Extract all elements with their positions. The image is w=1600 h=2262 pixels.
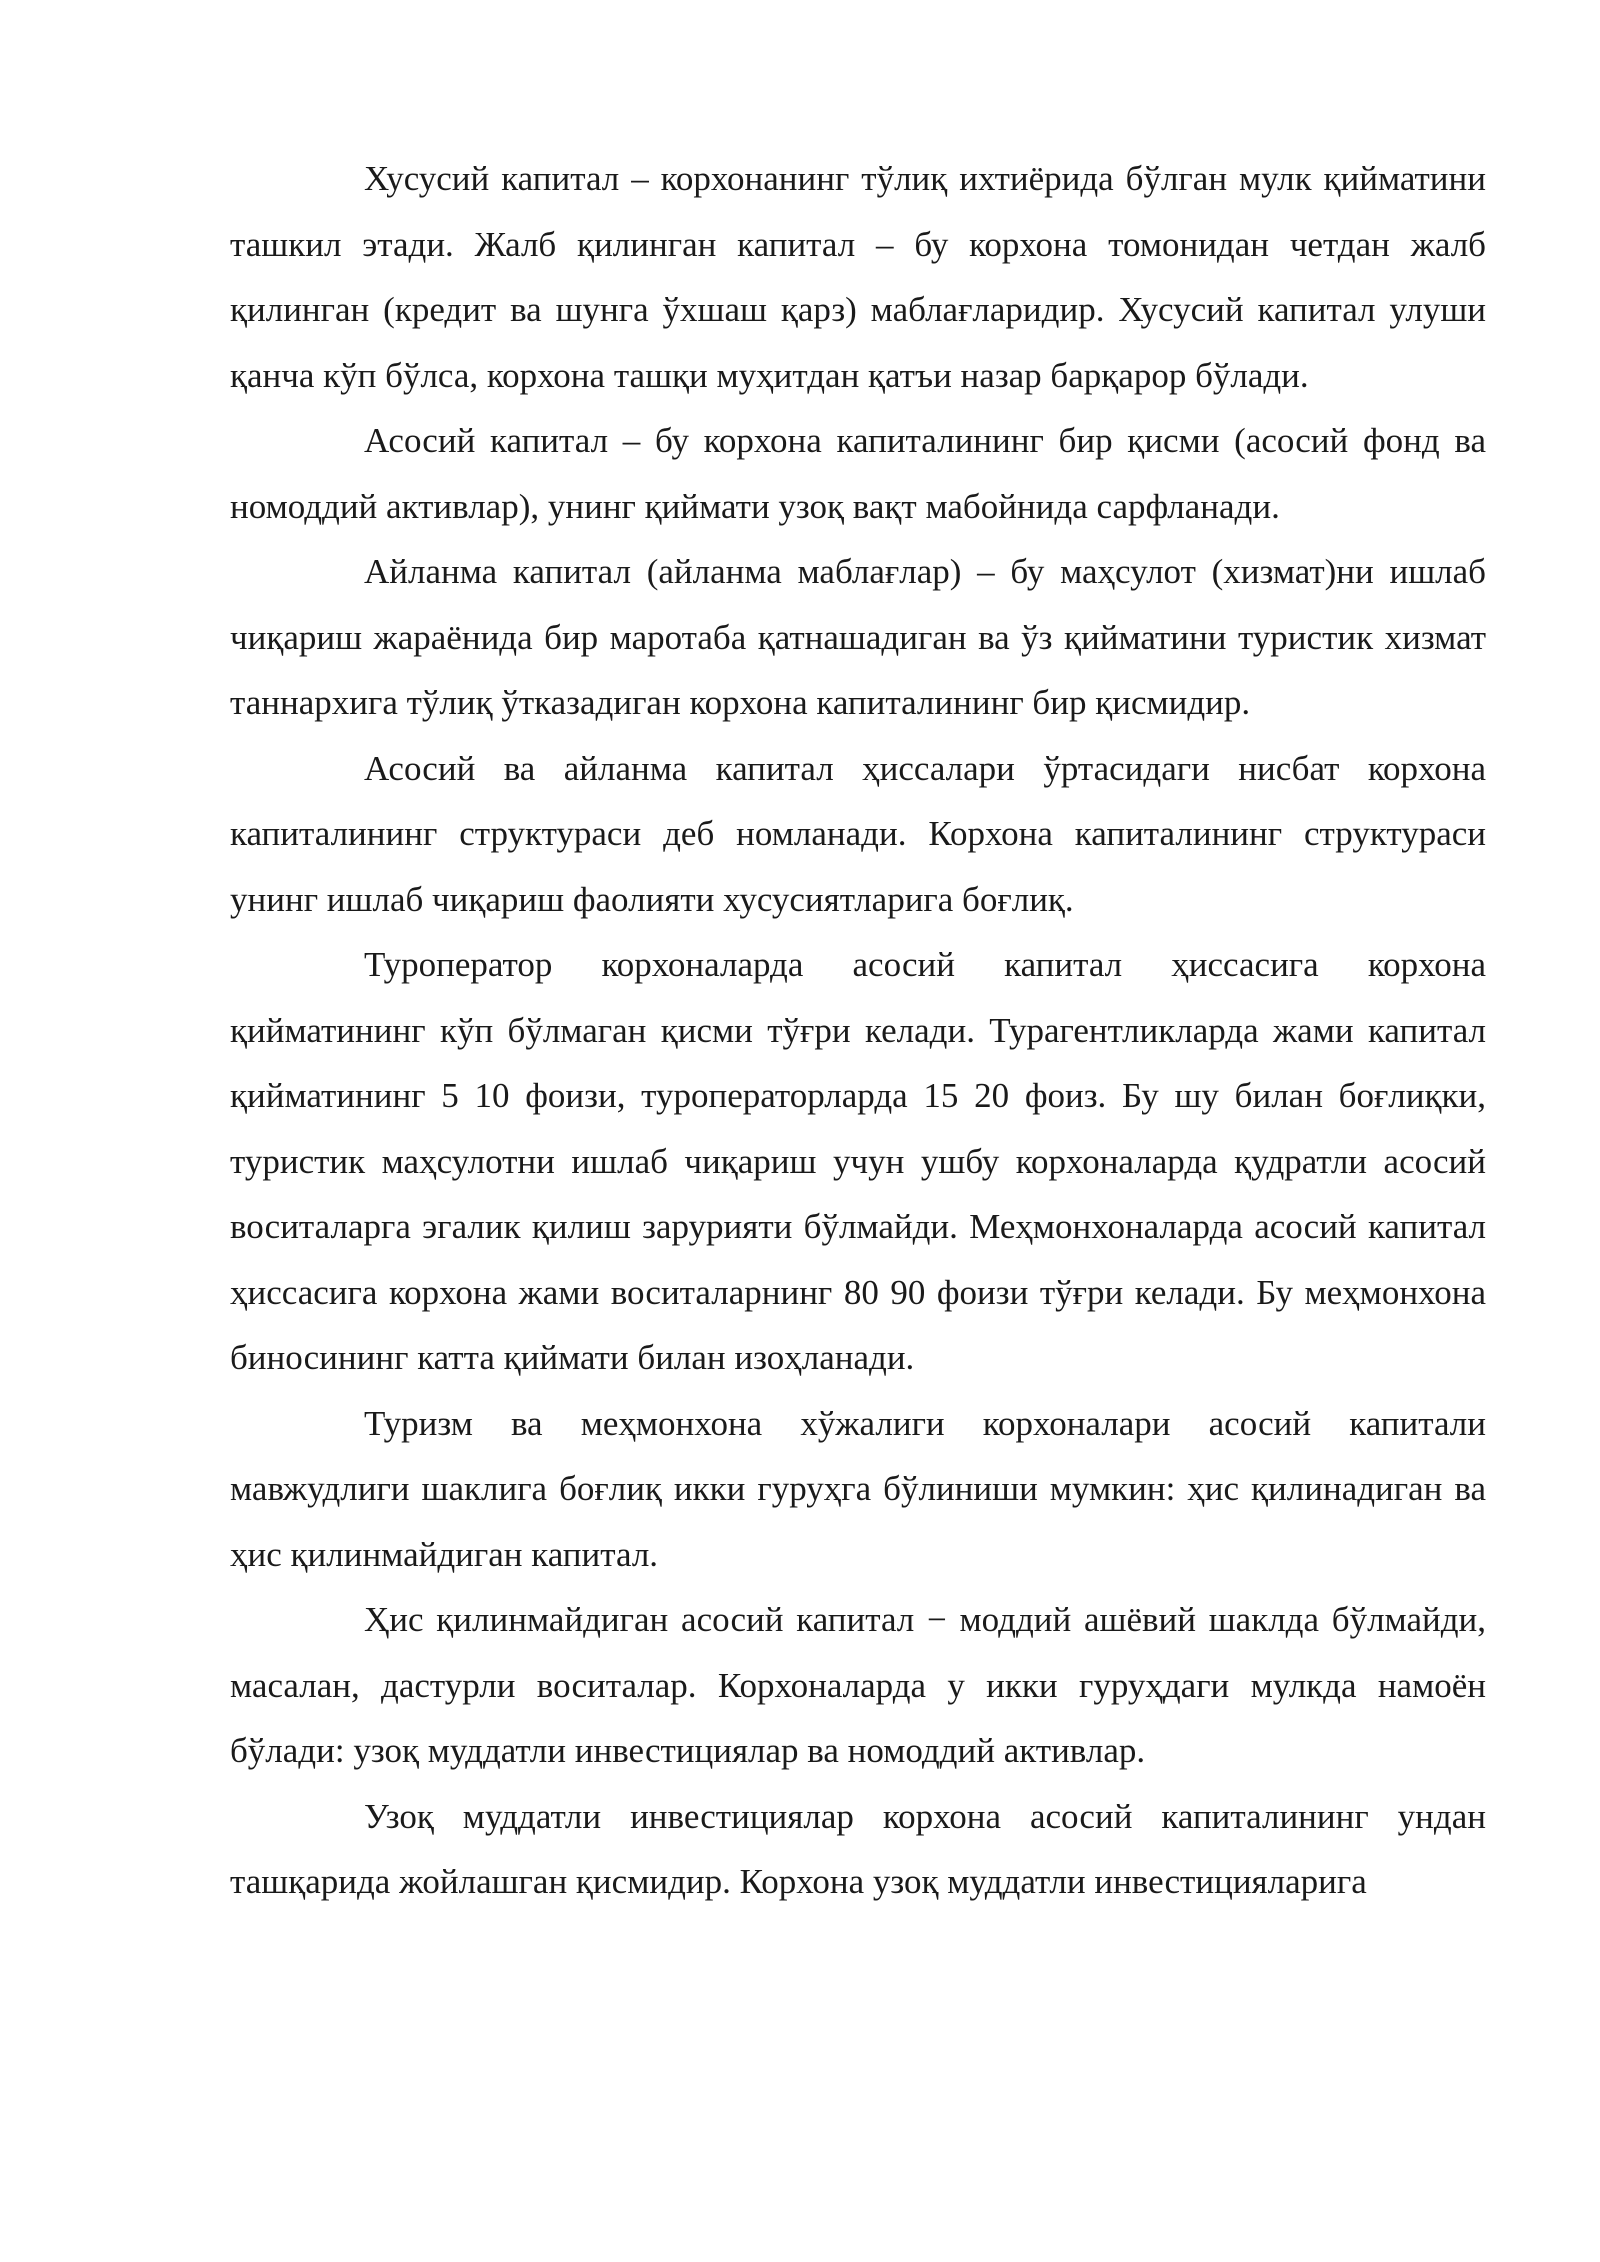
paragraph-intangible-capital: Ҳис қилинмайдиган асосий капитал − моддий ашёвий шаклда бўлмайди, масалан, дастурли воситалар. Корхоналарда у икки гуруҳдаги мулкда намоён бўлади: узоқ муддатли инвестициялар ва номоддий активлар. [230, 1600, 1486, 1770]
paragraph-fixed-capital: Асосий капитал – бу корхона капиталининг бир қисми (асосий фонд ва номоддий активлар), унинг қиймати узоқ вақт мабойнида сарфланади. [230, 421, 1486, 526]
paragraph-working-capital: Айланма капитал (айланма маблағлар) – бу маҳсулот (хизмат)ни ишлаб чиқариш жараёнида бир маротаба қатнашадиган ва ўз қийматини туристик хизмат таннархига тўлиқ ўтказадиган корхона капиталининг бир қисмидир. [230, 552, 1486, 722]
document-body [230, 146, 1486, 1915]
paragraph-capital-structure: Асосий ва айланма капитал ҳиссалари ўртасидаги нисбат корхона капиталининг структураси деб номланади. Корхона капиталининг структураси унинг ишлаб чиқариш фаолияти хусусиятларига боғлиқ. [230, 748, 1486, 919]
paragraph-tour-operators: Туроператор корхоналарда асосий капитал ҳиссасига корхона қийматининг кўп бўлмаган қисми тўғри келади. Турагентликларда жами капитал қийматининг 5 10 фоизи, туроператорларда 15 20 фоиз. Бу шу билан боғлиқки, туристик маҳсулотни ишлаб чиқариш учун ушбу корхоналарда қудратли асосий воситаларга эгалик қилиш зарурияти бўлмайди. Меҳмонхоналарда асосий капитал ҳиссасига корхона жами воситаларнинг 80 90 фоизи тўғри келади. Бу меҳмонхона биносининг катта қиймати билан изоҳланади. [230, 945, 1486, 1377]
paragraph-long-term-investments: Узоқ муддатли инвестициялар корхона асосий капиталининг ундан ташқарида жойлашган қисмидир. Корхона узоқ муддатли инвестицияларига [230, 1796, 1486, 1901]
paragraph-private-capital: Хусусий капитал – корхонанинг тўлиқ ихтиёрида бўлган мулк қийматини ташкил этади. Жалб қилинган капитал – бу корхона томонидан четдан жалб қилинган (кредит ва шунга ўхшаш қарз) маблағларидир. Хусусий капитал улуши қанча кўп бўлса, корхона ташқи муҳитдан қатъи назар барқарор бўлади. [230, 159, 1486, 395]
paragraph-capital-groups: Туризм ва меҳмонхона хўжалиги корхоналари асосий капитали мавжудлиги шаклига боғлиқ икки гуруҳга бўлиниши мумкин: ҳис қилинадиган ва ҳис қилинмайдиган капитал. [230, 1403, 1486, 1574]
